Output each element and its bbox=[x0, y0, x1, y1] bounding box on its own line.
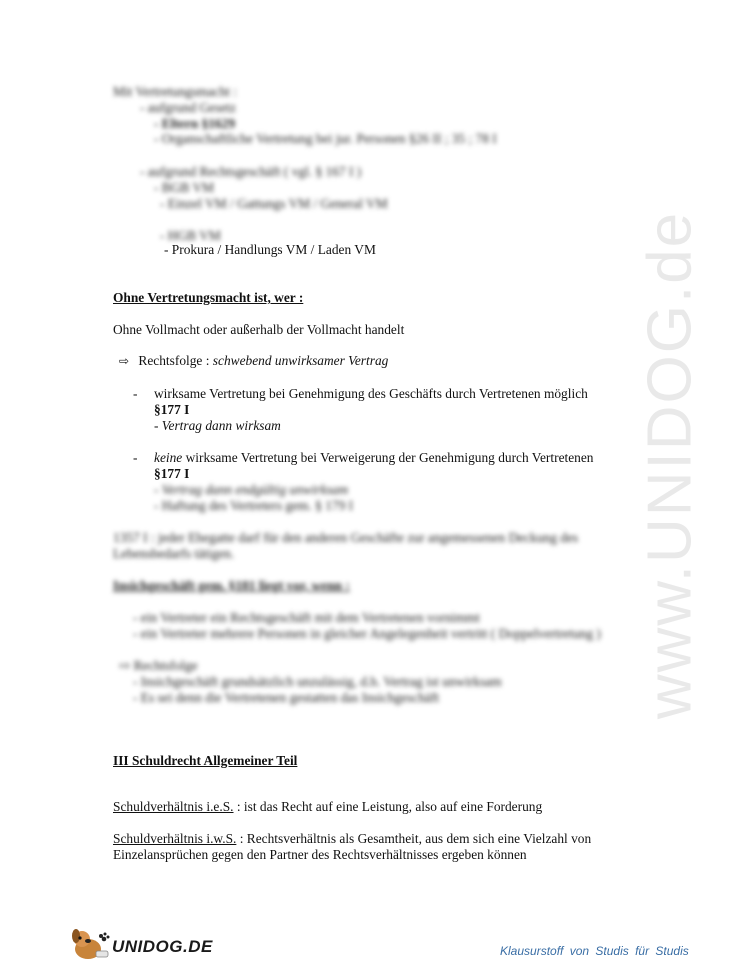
blurred-line: Lebensbedarfs tätigen. bbox=[113, 546, 235, 561]
iws-line-2: Einzelansprüchen gegen den Partner des Rechtsverhältnisses ergeben können bbox=[113, 847, 527, 862]
blurred-line: Insichgeschäft gem. §181 liegt vor, wenn : bbox=[113, 578, 350, 593]
bullet-2-paragraph: §177 I bbox=[154, 466, 190, 481]
watermark-text: www.UNIDOG.de bbox=[635, 210, 705, 720]
blurred-line: - Haftung des Vertreters gem. § 179 I bbox=[154, 498, 354, 513]
blurred-line: ⇨ Rechtsfolge bbox=[119, 658, 198, 673]
blurred-line: - Organschaftliche Vertretung bei jur. Personen §26 II ; 35 ; 78 I bbox=[154, 131, 497, 146]
ohne-line1: Ohne Vollmacht oder außerhalb der Vollmacht handelt bbox=[113, 322, 405, 337]
blurred-line: - Eltern §1629 bbox=[154, 116, 236, 131]
iws-text: : Rechtsverhältnis als Gesamtheit, aus dem sich eine Vielzahl von bbox=[236, 831, 592, 846]
iws-line bbox=[113, 831, 591, 847]
bullet-dash: - bbox=[133, 386, 138, 401]
bullet-1-paragraph: §177 I bbox=[154, 402, 190, 417]
blurred-line: - Vertrag dann endgültig unwirksam bbox=[154, 482, 349, 497]
blurred-line: - HGB VM bbox=[160, 228, 221, 243]
rechtsfolge-value: schwebend unwirksamer Vertrag bbox=[212, 353, 389, 368]
rechtsfolge-label: Rechtsfolge : bbox=[138, 353, 213, 368]
ies-line bbox=[113, 799, 542, 815]
bullet-dash: - bbox=[133, 450, 138, 465]
blurred-line: - aufgrund Rechtsgeschäft ( vgl. § 167 I ) bbox=[140, 164, 362, 179]
blurred-line: 1357 I : jeder Ehegatte darf für den anderen Geschäfte zur angemessenen Deckung des bbox=[113, 530, 579, 545]
bullet-1-sub: - Vertrag dann wirksam bbox=[154, 418, 281, 433]
schuldrecht-heading: III Schuldrecht Allgemeiner Teil bbox=[113, 753, 298, 768]
ohne-heading: Ohne Vertretungsmacht ist, wer : bbox=[113, 290, 304, 305]
dog-mascot-icon bbox=[68, 927, 112, 963]
unidog-logo bbox=[68, 927, 213, 963]
blurred-line: - Es sei denn die Vertretenen gestatten das Insichgeschäft bbox=[133, 690, 440, 705]
blurred-line: - BGB VM bbox=[154, 180, 215, 195]
prokura-line: - Prokura / Handlungs VM / Laden VM bbox=[164, 242, 376, 257]
logo-text: UNIDOG.DE bbox=[112, 937, 213, 956]
rechtsfolge-line bbox=[119, 353, 388, 369]
bullet-2-rest: wirksame Vertretung bei Verweigerung der Genehmigung durch Vertretenen bbox=[182, 450, 594, 465]
blurred-line: - aufgrund Gesetz bbox=[140, 100, 236, 115]
arrow-right-icon: ⇨ bbox=[119, 354, 130, 368]
bullet-1-text: wirksame Vertretung bei Genehmigung des Geschäfts durch Vertretenen möglich bbox=[154, 386, 588, 401]
blurred-line: - Einzel VM / Gattungs VM / General VM bbox=[160, 196, 388, 211]
watermark bbox=[610, 210, 730, 720]
footer-tagline: Klausurstoff von Studis für Studis bbox=[500, 944, 689, 958]
blurred-line: - Insichgeschäft grundsätzlich unzulässig, d.h. Vertrag ist unwirksam bbox=[133, 674, 502, 689]
blurred-line: - ein Vertreter ein Rechtsgeschäft mit dem Vertretenen vornimmt bbox=[133, 610, 480, 625]
ies-text: : ist das Recht auf eine Leistung, also auf eine Forderung bbox=[233, 799, 543, 814]
iws-term: Schuldverhältnis i.w.S. bbox=[113, 831, 237, 846]
bullet-2-text bbox=[154, 450, 594, 466]
ies-term: Schuldverhältnis i.e.S. bbox=[113, 799, 234, 814]
blurred-line: - ein Vertreter mehrere Personen in gleicher Angelegenheit vertritt ( Doppelvertretung ) bbox=[133, 626, 601, 641]
blurred-line: Mit Vertretungsmacht : bbox=[113, 84, 237, 99]
bullet-2-keine: keine bbox=[154, 450, 183, 465]
